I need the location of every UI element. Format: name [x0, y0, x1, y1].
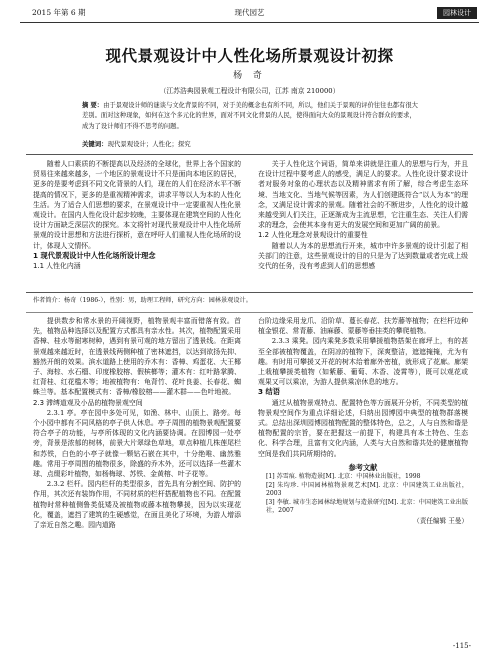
footnote-rule: [26, 292, 473, 293]
article-author: 杨 奇: [233, 71, 266, 81]
page-split-rule: [26, 312, 473, 313]
abstract-rule: [26, 154, 473, 155]
body-paragraph: 关于人性化这个词语，简单来讲就是注重人的思想与行为，并且在设计过程中要考虑人的感受，满足人的要求。人性化设计要求设计者对服务对象的心理状态以及精神需求有所了解，综合考虑生态环境、当地文化、当地气候等因素，为人们创建既符合“以人为本”的理念，又满足设计需求的景观。随着社会的不断进步，人性化的设计越来越受到人们关注，正逐渐成为主流思想，它注重生态、关注人们需求的理念，会使其本身有更大的发展空间和更加广阔的前景。: [258, 160, 468, 230]
column-4: [258, 316, 468, 526]
reference-item: [1] 苏雪痕. 植物造景[M]. 北京：中国林业出版社，1998: [266, 473, 421, 481]
page-number: -115-: [452, 642, 471, 650]
responsible-editor: （责任编辑 王曼）: [413, 517, 468, 526]
reference-item: [3] 李敏. 城市生态园林绿地规划与造景研究[M]. 北京：中国建筑工业出版社，2007: [266, 498, 468, 515]
body-paragraph: 随着人口素质的不断提高以及经济的全球化，世界上各个国家的贸易往来越来越多，一个地区的景观设计不只是面向本地区的居民，更多的是要考虑到不同文化背景的人们，现在的人们在经济水平不断提高的情况下，更多的是重视精神需求，讲求平等以人为本的人性化生活。为了适合人们思想的要求，在景观设计中一定要重视人性化景观设计。在国内人性化设计起步较晚，主要体现在建筑空间的人性化设计方面缺乏深层次的探究。本文将针对现代景观设计中人性化场所景观的设计思想和方法进行探析，意在呼吁人们重视人性化场所的设计，体现人文情怀。: [33, 160, 241, 250]
body-paragraph: 2.3.1 亭。亭在园中多处可见，如渔、林中、山顶上、路旁。每个小园中都有不同风格的亭子供人休息。亭子周围的植物景观配置要符合亭子的功能，与亭所体现的文化内涵要协调。在园博园一处亭旁，背景是浓郁的树林，前景大片翠绿色草地，草点种植几株莲尾栏和苏铁，白色的小亭子就像一颗钻石嵌在其中，十分绝唯、幽然雅趣。常用于亭周围的植物很多，除盛的乔木外，还可以选择一些灌木球、点缀彩叶植物，如杨梅球、苏铁、金黄榕、叶子花等。: [33, 408, 241, 479]
keywords-label: 关键词：: [82, 140, 108, 148]
subsection-heading: 1.1 人性化内涵: [33, 262, 81, 271]
column-tag: 园林设计: [437, 7, 477, 19]
author-affiliation: （江苏浩典园景观工程设计有限公司，江苏 南京 210000）: [159, 87, 340, 95]
body-paragraph: 台阶边缘采用龙爪、沿阶草、蔓长春花、扶芳藤等植物；在栏杆边种植金银花、常青藤、油麻藤、蒙藤等垂挂类的攀爬植物。: [258, 317, 468, 336]
keywords: [82, 139, 422, 148]
running-header: [14, 6, 485, 20]
abstract-label: 摘 要：: [82, 102, 104, 109]
issue-label: 2015 年第 6 期: [32, 8, 86, 17]
body-paragraph: 随着以人为本的思想流行开来，城市中许多景观的设计引起了相关部门的注意，这些景观设计的目的只是为了达到数量或者完成上级交代的任务，没有考虑到人们的思想感: [258, 241, 468, 271]
body-paragraph: 2.3.3 乘凳。园内乘凳多数采用攀援植物搭架在廊坪上，有的甚至全部被植物覆盖，在阴凉的植物下，深爽整洁，遮遮掩掩，尤为有趣。有时用可攀援又开花的树木给着廊外密植，就形成了花廊。廊架上栽植攀援类植物（如紫藤、葡萄、木香、凌霄等），既可以观花或观果又可以乘凉，为游人提供乘凉休息的地方。: [258, 337, 468, 387]
subsection-heading: 2.3 滞缚道观及小品的植物景观空间: [33, 398, 143, 407]
header-rule: [20, 22, 479, 23]
column-3: [33, 316, 241, 530]
section-heading: 3 结语: [258, 387, 280, 397]
keywords-text: 现代景观设计；人性化；探究: [107, 140, 191, 148]
body-paragraph: 提供数步和常水景的开阔视野，植物景观丰富而错落有致。首先，植物品种选择以及配置方式都具有亲水性。其次，植物配置采用香樟、桂水等耐寒树种，遇到有景可观的地方留出了透景线。在距离景观越来越近时，在透景线两侧种植了密林遮挡，以达到欲扬先抑、豁然开朗的效果。滨水道路上使用的乔木有：香樟、鸡蛋花、大王椰子、海棕、水石榴、印度橡胶榕、假槟榔等；灌木有：红叶路掌腾、红背桂、红花槛木等；地被植物有：龟背竹、花叶良姜、长春花、蜘蛛兰等。基本配置模式有：香樟/橡胶榕——灌木群——色叶地被。: [33, 317, 241, 397]
body-paragraph: 通过从植物景观特点、配置特色等方面展开分析，不同类型的植物景观空间作为重点详细论述，归纳出园博园中典型的植物群落模式。总结出深圳园博园植物配置的整体特色，总之，人与自然和谐是植物配置的宗旨，要在把握这一前提下，构建具有本土特色、生态化、科学合理，且富有文化内涵，人类与大自然和谐共处的健康植物空间是我们共同所期待的。: [258, 398, 468, 458]
reference-item: [2] 朱均珍. 中国园林植物景观艺术[M]. 北京：中国建筑工业出版社，2003: [266, 481, 468, 498]
subsection-heading: 1.2 人性化理念对景观设计的重要性: [258, 231, 368, 240]
body-paragraph: 2.3.2 栏杆。园内栏杆的类型很多，首先具有分割空间、防护的作用，其次还有装饰作用，不同材质的栏杆搭配植物也不同。在配置植物时常种植侧鲁类低矮及被植物或藤本植物攀援，因为以实现花化，覆盖，遮挡了建筑的生硬感觉，在面且美化了环境，为游人增添了亲近自然之趣。园内道路: [33, 480, 241, 530]
column-2: [258, 159, 468, 271]
section-heading: 1 现代景观设计中人性化场所设计理念: [33, 250, 156, 260]
article-title: 现代景观设计中人性化场所景观设计初探: [105, 47, 394, 65]
author-footnote: 作者简介：杨奇（1986-），性别：男，助理工程师，研究方向：园林景观设计。: [33, 297, 252, 304]
abstract-text: 由于景观设计师的谜谈与文化背景的不同，对于美的概念也有所不同，所以，他们关于景观的评价往往也都有很大差别。面对这种现象，如何在这个多元化的世界，面对不同文化背景的人民，使得面向大众的景观设计符合群众的要求，成为了设计师们不得不思考的问题。: [82, 102, 418, 130]
abstract: [82, 101, 422, 132]
references-heading: 参考文献: [348, 462, 378, 472]
journal-name: 现代园艺: [234, 8, 265, 17]
column-1: [33, 159, 241, 271]
